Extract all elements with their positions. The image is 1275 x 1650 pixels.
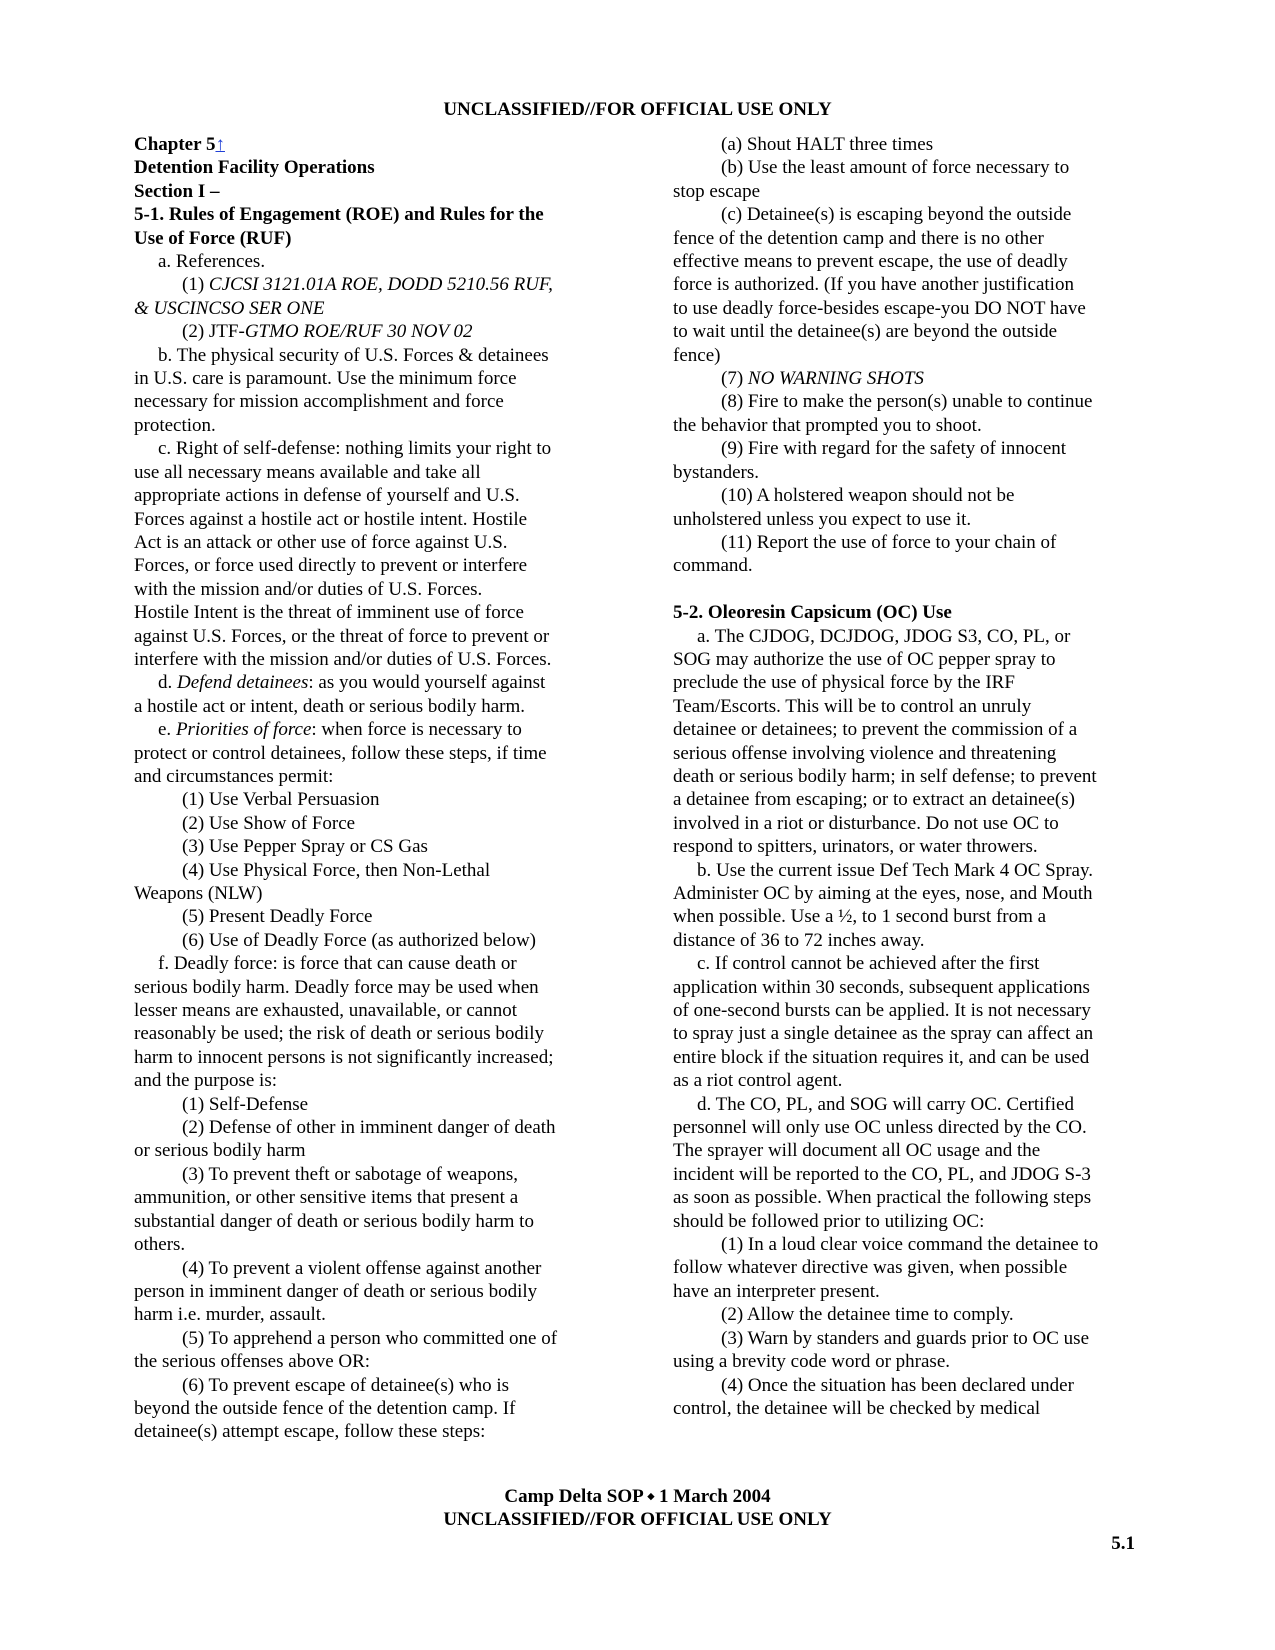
para-f7-prefix: (7)	[721, 368, 748, 390]
oc-d4: (4) Once the situation has been declared under	[721, 1374, 1074, 1396]
oc-c-line: of one-second bursts can be applied. It is not necessary	[673, 1000, 1091, 1022]
step-c-cont: fence)	[673, 344, 721, 366]
oc-b-line: when possible. Use a ½, to 1 second burst from a	[673, 906, 1047, 928]
para-f2-cont: or serious bodily harm	[134, 1140, 306, 1162]
para-f8: (8) Fire to make the person(s) unable to continue	[721, 391, 1093, 413]
para-f3-cont: substantial danger of death or serious bodily harm to	[134, 1210, 534, 1232]
oc-a-line: detainee or detainees; to prevent the commission of a	[673, 719, 1078, 741]
para-d	[134, 671, 604, 694]
para-f10-cont: unholstered unless you expect to use it.	[673, 508, 972, 530]
para-f3: (3) To prevent theft or sabotage of weapons,	[182, 1163, 518, 1185]
para-a1-cont	[134, 297, 604, 320]
para-f10: (10) A holstered weapon should not be	[721, 485, 1015, 507]
para-a1-num: (1)	[182, 274, 209, 296]
para-e-line: and circumstances permit:	[134, 765, 334, 787]
oc-d3-cont: using a brevity code word or phrase.	[673, 1351, 951, 1373]
para-d-prefix: d.	[158, 672, 177, 694]
para-e-rest: : when force is necessary to	[311, 719, 522, 741]
para-b-line: in U.S. care is paramount. Use the minimum force	[134, 368, 517, 390]
footer-classification: UNCLASSIFIED//FOR OFFICIAL USE ONLY	[443, 1509, 832, 1530]
oc-a-line: involved in a riot or disturbance. Do not use OC to	[673, 812, 1059, 834]
oc-c-line: c. If control cannot be achieved after the first	[697, 953, 1040, 975]
para-f6-cont: beyond the outside fence of the detention camp. If	[134, 1397, 516, 1419]
oc-a-line: a detainee from escaping; or to extract an detainee(s)	[673, 789, 1075, 811]
para-f5: (5) To apprehend a person who committed one of	[182, 1327, 558, 1349]
oc-d-line: should be followed prior to utilizing OC:	[673, 1210, 985, 1232]
para-f9-cont: bystanders.	[673, 461, 760, 483]
oc-a-line: respond to spitters, urinators, or water throwers.	[673, 836, 1038, 858]
oc-d-line: d. The CO, PL, and SOG will carry OC. Certified	[697, 1093, 1074, 1115]
step-c: (c) Detainee(s) is escaping beyond the outside	[721, 204, 1072, 226]
oc-d-line: incident will be reported to the CO, PL, and JDOG S-3	[673, 1163, 1091, 1185]
para-c-line: Act is an attack or other use of force against U.S.	[134, 531, 508, 553]
para-e5: (5) Present Deadly Force	[182, 906, 373, 928]
oc-d-line: as soon as possible. When practical the following steps	[673, 1187, 1092, 1209]
spacer	[673, 578, 1143, 601]
step-b-cont: stop escape	[673, 180, 761, 202]
para-f11: (11) Report the use of force to your chain of	[721, 531, 1057, 553]
para-f6: (6) To prevent escape of detainee(s) who is	[182, 1374, 509, 1396]
step-c-cont: force is authorized. (If you have another justification	[673, 274, 1074, 296]
oc-d2: (2) Allow the detainee time to comply.	[721, 1304, 1014, 1326]
para-f-line: reasonably be used; the risk of death or serious bodily	[134, 1023, 544, 1045]
oc-a-line: serious offense involving violence and threatening	[673, 742, 1057, 764]
para-e	[134, 718, 604, 741]
para-a2-prefix: (2) JTF-	[182, 321, 245, 343]
chapter-title: Detention Facility Operations	[134, 157, 375, 179]
para-f4: (4) To prevent a violent offense against another	[182, 1257, 542, 1279]
chapter-heading	[134, 133, 604, 156]
para-e-italic: Priorities of force	[175, 719, 312, 741]
para-c-line: Hostile Intent is the threat of imminent use of force	[134, 602, 524, 624]
para-f-line: lesser means are exhausted, unavailable, or cannot	[134, 1000, 518, 1022]
para-c-line: with the mission and/or duties of U.S. Forces.	[134, 578, 483, 600]
para-f-line: and the purpose is:	[134, 1070, 278, 1092]
oc-a-line: SOG may authorize the use of OC pepper spray to	[673, 648, 1056, 670]
step-c-cont: to wait until the detainee(s) are beyond the outside	[673, 321, 1058, 343]
para-c-line: Forces against a hostile act or hostile intent. Hostile	[134, 508, 528, 530]
para-f11-cont: command.	[673, 555, 753, 577]
heading-5-1-line2: Use of Force (RUF)	[134, 227, 292, 249]
para-a1	[134, 273, 604, 296]
oc-a-line: Team/Escorts. This will be to control an unruly	[673, 695, 1032, 717]
step-c-cont: effective means to prevent escape, the use of deadly	[673, 251, 1068, 273]
up-arrow-icon[interactable]: ↑	[215, 134, 225, 155]
footer-sop-line: Camp Delta SOP ⬩ 1 March 2004	[504, 1486, 771, 1507]
para-e-prefix: e.	[158, 719, 176, 741]
para-f4-cont: harm i.e. murder, assault.	[134, 1304, 326, 1326]
para-f-line: f. Deadly force: is force that can cause death or	[158, 953, 517, 975]
oc-d1-cont: follow whatever directive was given, when possible	[673, 1257, 1068, 1279]
para-f7	[673, 367, 1143, 390]
oc-d-line: personnel will only use OC unless directed by the CO.	[673, 1117, 1087, 1139]
para-f4-cont: person in imminent danger of death or serious bodily	[134, 1280, 538, 1302]
para-a2	[134, 320, 604, 343]
page-footer	[0, 1485, 1275, 1531]
oc-d1: (1) In a loud clear voice command the detainee to	[721, 1234, 1099, 1256]
oc-c-line: as a riot control agent.	[673, 1070, 843, 1092]
para-a2-text: GTMO ROE/RUF 30 NOV 02	[244, 321, 473, 343]
para-e-line: protect or control detainees, follow these steps, if time	[134, 742, 547, 764]
para-f2: (2) Defense of other in imminent danger of death	[182, 1117, 556, 1139]
page-number: 5.1	[1111, 1533, 1135, 1554]
para-a1-text-2: & USCINCSO SER ONE	[134, 297, 325, 319]
para-c-line: appropriate actions in defense of yourself and U.S.	[134, 485, 520, 507]
oc-b-line: Administer OC by aiming at the eyes, nose, and Mouth	[673, 882, 1093, 904]
step-c-cont: fence of the detention camp and there is no other	[673, 227, 1044, 249]
para-a1-text: CJCSI 3121.01A ROE, DODD 5210.56 RUF,	[208, 274, 553, 296]
para-f3-cont: ammunition, or other sensitive items that present a	[134, 1187, 519, 1209]
para-c-line: c. Right of self-defense: nothing limits your right to	[158, 438, 552, 460]
heading-5-1-line1: 5-1. Rules of Engagement (ROE) and Rules for the	[134, 204, 544, 226]
step-c-cont: to use deadly force-besides escape-you DO NOT have	[673, 297, 1086, 319]
chapter-label: Chapter 5	[134, 134, 216, 155]
para-c-line: interfere with the mission and/or duties of U.S. Forces.	[134, 648, 552, 670]
oc-b-line: distance of 36 to 72 inches away.	[673, 929, 925, 951]
classification-header: UNCLASSIFIED//FOR OFFICIAL USE ONLY	[443, 99, 832, 120]
para-f1: (1) Self-Defense	[182, 1093, 309, 1115]
oc-d-line: The sprayer will document all OC usage and the	[673, 1140, 1041, 1162]
para-d-italic: Defend detainees	[177, 672, 309, 694]
para-e4-cont: Weapons (NLW)	[134, 883, 263, 904]
step-b: (b) Use the least amount of force necessary to	[721, 157, 1070, 179]
oc-a-line: a. The CJDOG, DCJDOG, JDOG S3, CO, PL, or	[697, 625, 1071, 647]
para-f-line: harm to innocent persons is not significantly increased;	[134, 1046, 554, 1068]
para-b-line: b. The physical security of U.S. Forces & detainees	[158, 344, 549, 366]
oc-a-line: preclude the use of physical force by the IRF	[673, 672, 1015, 694]
para-d-line2: a hostile act or intent, death or serious bodily harm.	[134, 695, 525, 717]
oc-d4-cont: control, the detainee will be checked by medical	[673, 1397, 1041, 1419]
para-f9: (9) Fire with regard for the safety of innocent	[721, 438, 1067, 460]
para-a: a. References.	[158, 251, 266, 273]
para-f-line: serious bodily harm. Deadly force may be used when	[134, 976, 539, 998]
para-b-line: necessary for mission accomplishment and force	[134, 391, 504, 413]
step-a: (a) Shout HALT three times	[721, 134, 934, 155]
para-e3: (3) Use Pepper Spray or CS Gas	[182, 836, 428, 858]
para-c-line: against U.S. Forces, or the threat of force to prevent or	[134, 625, 550, 647]
right-column	[673, 133, 1143, 1420]
oc-c-line: to spray just a single detainee as the spray can affect an	[673, 1023, 1094, 1045]
para-f5-cont: the serious offenses above OR:	[134, 1351, 371, 1373]
para-f7-italic: NO WARNING SHOTS	[747, 368, 924, 390]
oc-c-line: entire block if the situation requires it, and can be used	[673, 1046, 1090, 1068]
para-d-rest: : as you would yourself against	[308, 672, 546, 694]
para-e6: (6) Use of Deadly Force (as authorized below)	[182, 929, 537, 951]
para-e4: (4) Use Physical Force, then Non-Lethal	[182, 859, 491, 881]
para-c-line: Forces, or force used directly to prevent or interfere	[134, 555, 528, 577]
para-e1: (1) Use Verbal Persuasion	[182, 789, 380, 811]
oc-a-line: death or serious bodily harm; in self defense; to prevent	[673, 765, 1097, 787]
para-f8-cont: the behavior that prompted you to shoot.	[673, 414, 982, 436]
section-label: Section I –	[134, 180, 220, 202]
oc-b-line: b. Use the current issue Def Tech Mark 4 OC Spray.	[697, 859, 1093, 881]
left-column	[134, 133, 604, 1444]
para-f6-cont: detainee(s) attempt escape, follow these steps:	[134, 1421, 486, 1443]
oc-d3: (3) Warn by standers and guards prior to OC use	[721, 1327, 1090, 1349]
para-e2: (2) Use Show of Force	[182, 812, 356, 834]
para-c-line: use all necessary means available and take all	[134, 461, 481, 483]
oc-c-line: application within 30 seconds, subsequent applications	[673, 976, 1090, 998]
oc-d1-cont: have an interpreter present.	[673, 1280, 880, 1302]
para-f3-cont: others.	[134, 1234, 186, 1256]
heading-5-2: 5-2. Oleoresin Capsicum (OC) Use	[673, 602, 952, 624]
para-b-line: protection.	[134, 414, 216, 436]
